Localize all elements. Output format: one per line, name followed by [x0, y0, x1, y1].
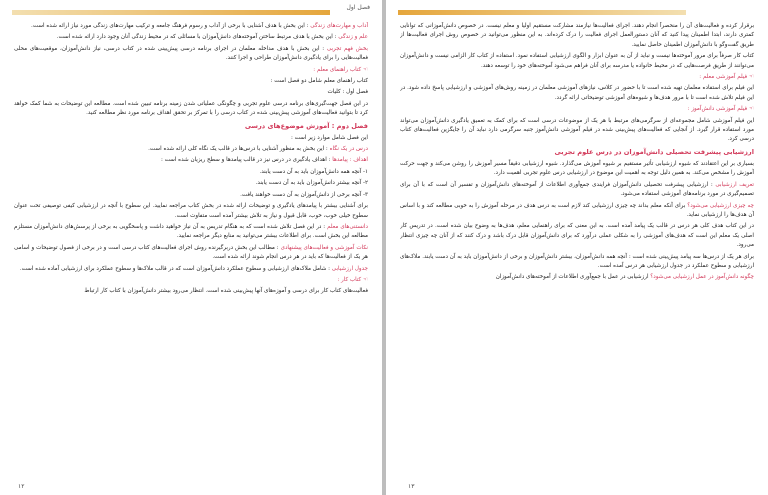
- paragraph: برای آشنایی بیشتر با پیامدهای یادگیری و توضیحات ارائه شده در بخش کتاب مراجعه نمایید. این سطوح با آنچه در ارزشیابی کیفی توصیفی تحت عنوان سطوح خیلی خوب، خوب، قابل قبول و نیاز به تلاش بیشتر آمده است متفاوت است.: [14, 203, 368, 219]
- paragraph-lead: آداب و مهارت‌های زندگی: [310, 23, 368, 29]
- paragraph: [400, 181, 754, 200]
- paragraph: [14, 145, 368, 154]
- paragraph: برای هر یک از درس‌ها سه پیامد پیش‌بینی شده است : آنچه همه دانش‌آموزان، بیشتر دانش‌آموزان و برخی از دانش‌آموزان باید به آن دست یابند. ملاک‌های ارزشیابی و سطوح عملکرد در جدول ارزشیابی هر درس آمده است.: [400, 253, 754, 269]
- paragraph-text: : این بخش با هدف مداخله معلمان در اجرای برنامه درسی پیش‌بینی شده در کتاب درسی، نیاز دانش‌آموزان، موقعیت‌های محلی فعالیت‌هایی را برای یادگیری دانش‌آموزان طراحی و اجرا کنند.: [14, 45, 368, 62]
- paragraph-text: : این بخش به منظور آشنایی با درس‌ها در قالب یک نگاه کلی ارائه شده است.: [148, 146, 330, 153]
- paragraph: [14, 265, 368, 274]
- header-decorative-bar: [12, 10, 330, 15]
- page-header: [398, 4, 756, 18]
- paragraph-text: : در این فصل تلاش شده است که به هنگام تدریس به آن نیاز خواهید داشت و پاسخگویی به برخی از پرسش‌های دانش‌آموزان مستلزم مطالعه این بخش است. برای اطلاعات بیشتر می‌توانید به منابع دیگر مراجعه نمایید.: [14, 223, 368, 240]
- paragraph: [400, 273, 754, 282]
- paragraph-lead: درس در یک نگاه: [329, 146, 368, 153]
- paragraph: این فصل شامل موارد زیر است :: [290, 134, 368, 141]
- chapter-title: فصل اول: [346, 4, 370, 11]
- page-text: [14, 22, 368, 477]
- paragraph: [14, 244, 368, 263]
- paragraph-lead: بخش فهم تجربی: [326, 45, 368, 52]
- subsection-heading: ☜ فیلم آموزشی دانش‌آموز :: [687, 106, 754, 113]
- paragraph-lead: تعریف ارزشیابی: [715, 181, 754, 188]
- paragraph-lead: جدول ارزشیابی: [331, 265, 368, 272]
- paragraph-text: برای آنکه معلم بداند چه چیزی ارزشیابی کند لازم است به درس هدف در مرحله آموزش را به خوبی مطالعه کند و با اساس آن هدف‌ها را ارزشیابی نماید.: [400, 202, 754, 218]
- subsection-heading: ☜ کتاب راهنمای معلم :: [313, 66, 368, 73]
- paragraph: کتاب کار صرفاً برای مرور آموخته‌ها نیست و نباید از آن به عنوان ابزار و الگوی ارزشیابی استفاده نمود. استفاده از کتاب کار الزامی نیست و دانش‌آموزان می‌توانند از طریق فرصت‌هایی که در محیط خانواده یا مدرسه برای آنان فراهم می‌شود آموخته‌های خود را توسعه دهند.: [400, 53, 754, 69]
- paragraph: [14, 45, 368, 64]
- paragraph: [14, 156, 368, 165]
- paragraph-lead: نکات آموزشی و فعالیت‌های پیشنهادی: [280, 244, 368, 251]
- paragraph: [14, 22, 368, 31]
- page-header: [12, 4, 370, 18]
- paragraph: فعالیت‌های کتاب کار برای درسی و آموزه‌های آنها پیش‌بینی شده است. انتظار می‌رود بیشتر دانش‌آموزان با کتاب کار ارتباط: [84, 288, 368, 295]
- paragraph-lead: علم و زندگی: [338, 34, 368, 41]
- paragraph: [400, 202, 754, 221]
- paragraph-text: : ارزشیابی پیشرفت تحصیلی دانش‌آموزان فرایندی جمع‌آوری اطلاعات از آموخته‌های دانش‌آموزان و تفسیر آن است که با آن برای تصمیم‌گیری در مورد برنامه‌های آموزشی استفاده می‌شود.: [400, 181, 754, 198]
- page-number: ۱۳: [408, 483, 415, 490]
- left-page: [0, 0, 382, 495]
- paragraph: ۳- آنچه برخی از دانش‌آموزان به آن دست خواهند یافت.: [240, 191, 368, 198]
- section-heading: فصل دوم : آموزش موضوع‌های درسی: [244, 121, 368, 130]
- paragraph-lead: دانستنی‌های معلم: [327, 223, 368, 230]
- paragraph: این فیلم برای استفاده معلمان تهیه شده است تا با حضور در کلاس، نیازهای آموزشی معلمان در زمینه روش‌های آموزشی و ارزشیابی پاسخ داده شود. در این فیلم تلاش شده است تا با مرور هدف‌ها و شیوه‌های آموزشی توضیحاتی ارائه گردد.: [400, 85, 754, 101]
- paragraph-lead: چه چیزی ارزشیابی می‌شود؟: [687, 202, 754, 209]
- paragraph-text: ارزشیابی در عمل با جمع‌آوری اطلاعات از آموخته‌های دانش‌آموزان: [495, 274, 651, 281]
- subsection-heading: ☜ فیلم آموزشی معلم :: [699, 74, 754, 81]
- subsection-heading: ☜ کتاب کار :: [337, 276, 368, 283]
- section-heading: ارزشیابی پیشرفت تحصیلی دانش‌آموزان در درس علوم تجربی: [554, 147, 754, 156]
- page-number: ۱۲: [18, 483, 25, 490]
- paragraph-lead: چگونه دانش‌آموز در عمل ارزشیابی می‌شود؟: [650, 274, 754, 281]
- paragraph: در این فصل جهت‌گیری‌های برنامه درسی علوم تجربی و چگونگی عملیاتی شدن زمینه برنامه تبیین شده است. مطالعه این توضیحات به شما کمک خواهد کرد تا بتوانید فعالیت‌های آموزشی پیش‌بینی شده در کتاب درسی را با تمرکز بر تحقق اهداف برنامه مورد نظر مطالعه کنید.: [14, 100, 368, 117]
- paragraph-text: : این بخش با هدف آشنایی با برخی از آداب و رسوم فرهنگ جامعه و ترکیب مهارت‌های زندگی مورد نیاز ارائه شده است.: [31, 23, 311, 29]
- page-text: [400, 22, 754, 477]
- paragraph: [14, 223, 368, 242]
- paragraph: کتاب راهنمای معلم شامل دو فصل است :: [270, 78, 368, 85]
- paragraph: ۱- آنچه همه دانش‌آموزان باید به آن دست یابند.: [259, 168, 368, 175]
- paragraph-text: : اهداف یادگیری در درس نیز در قالب پیامدها و سطح ریزیان شده است :: [160, 157, 333, 164]
- paragraph-text: : مطالب این بخش دربرگیرنده روش اجرای فعالیت‌های کتاب درسی است و در برخی از فصول توضیحات و اسامی هر یک از فعالیت‌ها که باید در هر درس انجام شوند ارائه شده است.: [14, 244, 368, 261]
- paragraph: این فیلم آموزشی شامل مجموعه‌ای از سرگرمی‌های مرتبط با هر یک از موضوعات درسی است که برای کمک به تعمیق یادگیری دانش‌آموزان می‌تواند مورد استفاده قرار گیرد. از آنجایی که فعالیت‌های پیش‌بینی شده در فیلم آموزشی دانش‌آموز جنبه سرگرمی دارد نباید آن را جایگزین فعالیت‌های کتاب درسی کرد.: [400, 117, 754, 143]
- paragraph: ۲- آنچه بیشتر دانش‌آموزان باید به آن دست یابند.: [255, 180, 368, 187]
- right-page: [386, 0, 768, 495]
- paragraph: فصل اول : کلیات: [327, 89, 368, 96]
- header-decorative-bar: [398, 10, 686, 15]
- paragraph-text: : شامل ملاک‌های ارزشیابی و سطوح عملکرد دانش‌آموزان است که در قالب ملاک‌ها و سطوح عملکرد برای ارزشیابی آماده شده است.: [19, 265, 332, 272]
- paragraph: در این کتاب هدف کلی هر درس در قالب یک پیامد آمده است. به این معنی که برای راهنمایی معلم، هدف‌ها به وضوح بیان شده است. در تدریس کار اصلی یک معلم این است که هدف‌های آموزشی را به شکلی عملی درآورد که برای دانش‌آموزان قابل درک باشد و درک کنند که از آنان چه چیزی انتظار می‌رود.: [400, 223, 754, 249]
- paragraph: بسیاری بر این اعتقادند که شیوه ارزشیابی تأثیر مستقیم بر شیوه آموزش می‌گذارد. شیوه ارزشیابی دقیقاً مسیر آموزش را روشن می‌کند و جهت حرکت آموزش را مشخص می‌کند. به همین دلیل توجه به اهمیت این موضوع در ارزشیابی درس علوم تجربی اهمیت دارد.: [400, 160, 754, 177]
- paragraph: [14, 33, 368, 42]
- paragraph-lead: اهداف : پیامدها: [332, 157, 368, 164]
- paragraph: برقرار کرده و فعالیت‌های آن را منحصراً انجام دهند. اجرای فعالیت‌ها نیازمند مشارکت مستقیم اولیا و معلم نیست. در خصوص دانش‌آموزانی که توانایی کمتری دارند، ابتدا اطمینان پیدا کنید که آنان دستورالعمل اجرای فعالیت را درک کرده‌اند. به این منظور می‌توانید در خصوص روش اجرای فعالیت‌ها از طریق گفت‌وگو با دانش‌آموزان اطمینان حاصل نمایید.: [400, 23, 754, 48]
- paragraph-text: : این بخش با هدف مرتبط ساختن آموخته‌های دانش‌آموزان با مسائلی که در محیط زندگی آنان وجود دارد ارائه شده است.: [56, 34, 339, 41]
